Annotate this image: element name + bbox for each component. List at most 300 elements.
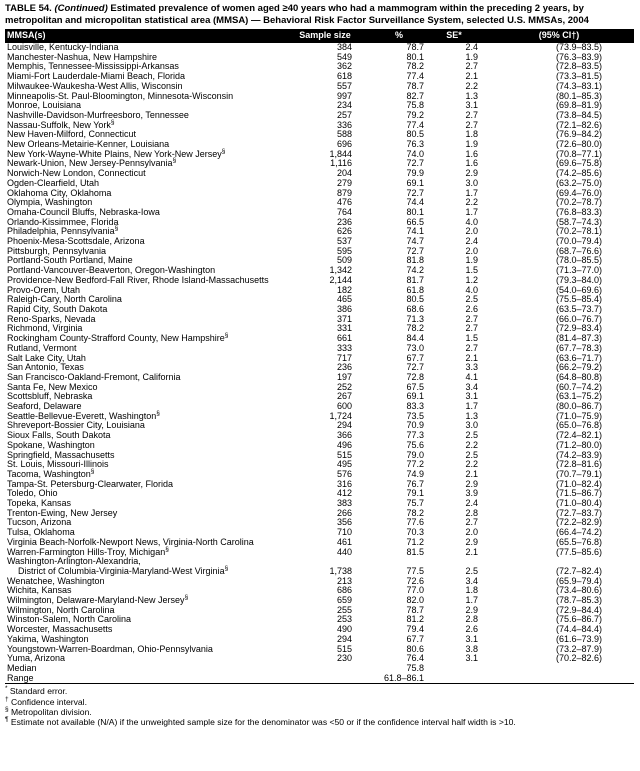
percent-cell: 84.4 <box>406 333 424 344</box>
percent-cell: 77.4 <box>406 119 424 130</box>
table-row <box>5 625 634 635</box>
ci-cell: (64.8–80.8) <box>555 371 602 382</box>
mmsa-name-cell: Monroe, Louisiana <box>7 100 82 111</box>
ci-cell: (72.4–82.1) <box>555 430 602 441</box>
sample-size-cell: 371 <box>336 313 352 324</box>
mmsa-name-cell: Reno-Sparks, Nevada <box>7 313 96 324</box>
sample-size-cell: 465 <box>336 294 352 305</box>
ci-cell: (73.9–83.5) <box>555 42 602 52</box>
mmsa-name-cell: Yuma, Arizona <box>7 653 66 664</box>
table-row <box>5 189 634 199</box>
section-symbol: § <box>110 118 115 126</box>
ci-cell: (60.7–74.2) <box>555 381 602 392</box>
percent-cell: 77.2 <box>406 459 424 470</box>
sample-size-cell: 236 <box>336 216 352 227</box>
percent-cell: 67.5 <box>406 381 424 392</box>
percent-cell: 81.2 <box>406 614 424 625</box>
table-title <box>5 3 634 26</box>
percent-cell: 77.6 <box>406 517 424 528</box>
mmsa-name-cell: Winston-Salem, North Carolina <box>7 614 132 625</box>
footnote-text: Metropolitan division. <box>11 706 92 717</box>
sample-size-cell: 879 <box>336 187 352 198</box>
se-cell: 2.4 <box>465 236 478 247</box>
section-symbol: § <box>156 409 160 417</box>
table-row <box>5 334 634 344</box>
mmsa-name-cell: Ogden-Clearfield, Utah <box>7 177 100 188</box>
ci-cell: (72.6–80.0) <box>555 139 602 150</box>
sample-size-cell: 696 <box>336 139 352 150</box>
percent-cell: 69.1 <box>406 177 424 188</box>
ci-cell: (65.5–76.8) <box>555 536 602 547</box>
percent-cell: 73.0 <box>406 342 424 353</box>
ci-cell <box>484 664 634 674</box>
sample-size-cell: 230 <box>336 653 352 664</box>
se-cell: 3.1 <box>465 100 478 111</box>
footnote-text: Estimate not available (N/A) if the unweighted sample size for the denominator was <50 or if the confidence interval half width is >10. <box>10 717 516 728</box>
table-title-text: Estimated prevalence of women aged ≥40 years who had a mammogram within the preceding 2 years, by metropolitan and micropolitan statistical area (MMSA) — Behavioral Risk Factor Surveillance System, selected U.S. MMSAs, 2004 <box>5 3 589 26</box>
ci-cell: (72.7–83.7) <box>555 507 602 518</box>
percent-cell: 77.4 <box>406 71 424 82</box>
percent-cell: 72.7 <box>406 245 424 256</box>
sample-size-cell: 537 <box>336 236 352 247</box>
mmsa-name-cell: Portland-Vancouver-Beaverton, Oregon-Washington <box>7 265 216 276</box>
ci-cell: (66.0–76.7) <box>555 313 602 324</box>
section-symbol: § <box>221 147 226 155</box>
mmsa-name-cell: San Antonio, Texas <box>7 362 84 373</box>
sample-size-cell: 557 <box>336 80 352 91</box>
se-cell: 2.5 <box>465 430 478 441</box>
sample-size-cell: 600 <box>336 401 352 412</box>
percent-cell: 74.4 <box>406 197 424 208</box>
column-header-sample-size: Sample size <box>276 29 374 43</box>
footnote-standard-error <box>5 686 634 696</box>
se-cell: 2.0 <box>465 245 478 256</box>
percent-cell: 61.8–86.1 <box>383 672 424 683</box>
se-cell: 1.5 <box>465 333 478 344</box>
percent-cell: 72.6 <box>406 575 424 586</box>
se-cell: 2.0 <box>465 226 478 237</box>
se-cell: 1.3 <box>465 410 478 421</box>
se-cell: 2.5 <box>465 565 478 576</box>
ci-cell: (72.9–84.4) <box>555 604 602 615</box>
mmsa-name-cell: Washington-Arlington-Alexandria, District of Columbia-Virginia-Maryland-West Virginia§ <box>7 556 229 576</box>
ci-cell <box>484 674 634 684</box>
table-row <box>5 674 634 684</box>
ci-cell: (58.7–74.3) <box>555 216 602 227</box>
table-row <box>5 460 634 470</box>
ci-cell: (72.8–81.6) <box>555 459 602 470</box>
mmsa-name-cell: Louisville, Kentucky-Indiana <box>7 42 119 52</box>
table-row <box>5 315 634 325</box>
ci-cell: (74.4–84.4) <box>555 624 602 635</box>
percent-cell: 61.8 <box>406 284 424 295</box>
percent-cell: 78.7 <box>406 42 424 52</box>
se-cell: 3.4 <box>465 575 478 586</box>
mmsa-name-cell: Manchester-Nashua, New Hampshire <box>7 51 158 62</box>
sample-size-cell: 267 <box>336 391 352 402</box>
mmsa-name-cell: Median <box>7 663 37 673</box>
mmsa-name-cell: Range <box>7 672 34 683</box>
se-cell: 2.6 <box>465 303 478 314</box>
mmsa-name-cell: Shreveport-Bossier City, Louisiana <box>7 420 145 431</box>
se-cell: 2.9 <box>465 168 478 179</box>
mmsa-name-cell: Wilmington, Delaware-Maryland-New Jersey§ <box>7 594 189 606</box>
ci-cell: (77.5–85.6) <box>555 546 602 557</box>
table-body <box>5 43 634 684</box>
sample-size-cell: 386 <box>336 303 352 314</box>
ci-cell: (71.0–75.9) <box>555 410 602 421</box>
ci-cell: (68.7–76.6) <box>555 245 602 256</box>
percent-cell: 76.3 <box>406 139 424 150</box>
se-cell: 1.8 <box>465 585 478 596</box>
table-number: TABLE 54. <box>5 3 52 14</box>
ci-cell: (76.3–83.9) <box>555 51 602 62</box>
se-cell: 2.7 <box>465 119 478 130</box>
mmsa-name-cell: Salt Lake City, Utah <box>7 352 86 363</box>
ci-cell: (73.4–80.6) <box>555 585 602 596</box>
mmsa-name-cell: New Orleans-Metairie-Kenner, Louisiana <box>7 139 170 150</box>
mmsa-name-cell: Providence-New Bedford-Fall River, Rhode Island-Massachusetts <box>7 274 269 285</box>
percent-cell: 79.9 <box>406 168 424 179</box>
se-cell: 1.7 <box>465 595 478 606</box>
ci-cell: (71.0–82.4) <box>555 478 602 489</box>
section-symbol: § <box>114 225 119 233</box>
ci-cell: (73.2–87.9) <box>555 643 602 654</box>
ci-cell: (69.4–76.0) <box>555 187 602 198</box>
table-continued: (Continued) <box>54 3 108 14</box>
table-row <box>5 557 634 576</box>
section-symbol: § <box>224 564 229 572</box>
se-cell: 1.9 <box>465 255 478 266</box>
sample-size-cell: 255 <box>336 604 352 615</box>
dagger-symbol: † <box>5 695 9 703</box>
sample-size-cell: 356 <box>336 517 352 528</box>
sample-size-cell: 336 <box>336 119 352 130</box>
se-cell: 2.7 <box>465 517 478 528</box>
mmsa-name-cell: Topeka, Kansas <box>7 498 72 509</box>
percent-cell: 77.0 <box>406 585 424 596</box>
table-row <box>5 305 634 315</box>
percent-cell: 79.4 <box>406 624 424 635</box>
mmsa-name-cell: Scottsbluff, Nebraska <box>7 391 93 402</box>
se-cell: 3.9 <box>465 488 478 499</box>
se-cell: 2.5 <box>465 294 478 305</box>
table-row <box>5 383 634 393</box>
mmsa-name-line2: District of Columbia-Virginia-Maryland-West Virginia <box>18 565 225 576</box>
sample-size-cell: 182 <box>336 284 352 295</box>
table-row <box>5 169 634 179</box>
percent-cell: 78.2 <box>406 61 424 72</box>
sample-size-cell: 257 <box>336 109 352 120</box>
sample-size-cell: 1,724 <box>329 410 352 421</box>
sample-size-cell: 333 <box>336 342 352 353</box>
ci-cell: (74.2–85.6) <box>555 168 602 179</box>
se-cell: 1.9 <box>465 139 478 150</box>
ci-cell: (75.6–86.7) <box>555 614 602 625</box>
sample-size-cell: 253 <box>336 614 352 625</box>
footnote-confidence-interval <box>5 697 634 707</box>
se-cell: 2.4 <box>465 498 478 509</box>
sample-size-cell: 515 <box>336 449 352 460</box>
se-cell: 2.8 <box>465 614 478 625</box>
sample-size-cell: 461 <box>336 536 352 547</box>
mmsa-name-cell: Youngstown-Warren-Boardman, Ohio-Pennsylvania <box>7 643 213 654</box>
se-cell: 3.0 <box>465 177 478 188</box>
ci-cell: (72.1–82.6) <box>555 119 602 130</box>
se-cell: 1.7 <box>465 187 478 198</box>
pilcrow-symbol: ¶ <box>5 716 9 724</box>
sample-size-cell: 717 <box>336 352 352 363</box>
table-row <box>5 373 634 383</box>
section-symbol: § <box>165 545 169 553</box>
se-cell <box>424 674 484 684</box>
ci-cell: (70.2–82.6) <box>555 653 602 664</box>
sample-size-cell <box>276 674 374 684</box>
ci-cell: (69.6–75.8) <box>555 158 602 169</box>
percent-cell: 79.0 <box>406 449 424 460</box>
se-cell: 1.5 <box>465 265 478 276</box>
percent-cell: 66.5 <box>406 216 424 227</box>
se-cell: 2.7 <box>465 313 478 324</box>
mmsa-name-cell: Omaha-Council Bluffs, Nebraska-Iowa <box>7 206 160 217</box>
mmsa-name-cell: Seattle-Bellevue-Everett, Washington§ <box>7 409 160 421</box>
percent-cell: 80.1 <box>406 51 424 62</box>
ci-cell: (63.2–75.0) <box>555 177 602 188</box>
ci-cell: (75.5–85.4) <box>555 294 602 305</box>
se-cell: 1.6 <box>465 158 478 169</box>
ci-cell: (71.0–80.4) <box>555 498 602 509</box>
table-row <box>5 509 634 519</box>
ci-cell: (80.1–85.3) <box>555 90 602 101</box>
se-cell: 3.1 <box>465 653 478 664</box>
ci-cell: (76.9–84.2) <box>555 129 602 140</box>
mmsa-name-cell: Rockingham County-Strafford County, New Hampshire§ <box>7 332 229 344</box>
sample-size-cell: 1,342 <box>329 265 352 276</box>
footnote-text: Confidence interval. <box>11 696 87 707</box>
sample-size-cell: 294 <box>336 420 352 431</box>
sample-size-cell: 331 <box>336 323 352 334</box>
asterisk-symbol: * <box>5 685 8 693</box>
ci-cell: (76.8–83.3) <box>555 206 602 217</box>
mmsa-name-cell: Rutland, Vermont <box>7 342 77 353</box>
sample-size-cell: 412 <box>336 488 352 499</box>
ci-cell: (54.0–69.6) <box>555 284 602 295</box>
ci-cell: (69.8–81.9) <box>555 100 602 111</box>
se-cell: 1.7 <box>465 401 478 412</box>
table-row <box>5 344 634 354</box>
table-row <box>5 664 634 674</box>
mmsa-name-cell: Philadelphia, Pennsylvania§ <box>7 225 119 237</box>
sample-size-cell: 1,116 <box>330 158 352 169</box>
se-cell: 2.0 <box>465 527 478 538</box>
se-cell: 2.7 <box>465 61 478 72</box>
sample-size-cell: 764 <box>336 206 352 217</box>
se-cell: 2.4 <box>465 42 478 52</box>
se-cell: 1.8 <box>465 129 478 140</box>
mmsa-name-cell: Raleigh-Cary, North Carolina <box>7 294 122 305</box>
se-cell: 2.7 <box>465 109 478 120</box>
sample-size-cell: 495 <box>336 459 352 470</box>
sample-size-cell: 197 <box>336 371 352 382</box>
section-symbol: § <box>184 594 189 602</box>
sample-size-cell: 234 <box>336 100 352 111</box>
sample-size-cell: 509 <box>336 255 352 266</box>
percent-cell: 81.7 <box>406 274 424 285</box>
ci-cell: (72.9–83.4) <box>555 323 602 334</box>
se-cell: 2.1 <box>465 352 478 363</box>
sample-size-cell: 490 <box>336 624 352 635</box>
percent-cell: 81.8 <box>406 255 424 266</box>
percent-cell: 75.7 <box>406 498 424 509</box>
se-cell: 1.7 <box>465 206 478 217</box>
se-cell: 4.1 <box>465 371 478 382</box>
se-cell: 1.6 <box>465 148 478 159</box>
sample-size-cell: 213 <box>336 575 352 586</box>
sample-size-cell: 710 <box>336 527 352 538</box>
sample-size-cell: 383 <box>336 498 352 509</box>
sample-size-cell: 294 <box>336 633 352 644</box>
ci-cell: (70.2–78.1) <box>555 226 602 237</box>
column-header-percent: % <box>374 29 424 43</box>
sample-size-cell: 1,738 <box>329 565 352 576</box>
percent-cell: 80.5 <box>406 129 424 140</box>
percent-cell: 72.7 <box>406 158 424 169</box>
percent-cell: 80.6 <box>406 643 424 654</box>
percent-cell: 80.5 <box>406 294 424 305</box>
mmsa-name-cell: Tulsa, Oklahoma <box>7 527 75 538</box>
sample-size-cell: 2,144 <box>329 274 352 285</box>
sample-size-cell: 476 <box>336 197 352 208</box>
se-cell: 2.8 <box>465 507 478 518</box>
percent-cell: 75.6 <box>406 439 424 450</box>
mmsa-name-cell: Springfield, Massachusetts <box>7 449 115 460</box>
ci-cell: (67.7–78.3) <box>555 342 602 353</box>
mmsa-name-cell: New York-Wayne-White Plains, New York-New Jersey§ <box>7 147 226 159</box>
percent-cell: 70.3 <box>406 527 424 538</box>
table-row <box>5 276 634 286</box>
mmsa-name-cell: Tucson, Arizona <box>7 517 72 528</box>
section-symbol: § <box>5 705 9 713</box>
mmsa-name-cell: Santa Fe, New Mexico <box>7 381 98 392</box>
se-cell: 3.3 <box>465 362 478 373</box>
table-row <box>5 431 634 441</box>
percent-cell: 78.2 <box>406 507 424 518</box>
sample-size-cell: 236 <box>336 362 352 373</box>
mmsa-name-cell: Richmond, Virginia <box>7 323 83 334</box>
mmsa-name-cell: Sioux Falls, South Dakota <box>7 430 111 441</box>
se-cell: 2.2 <box>465 439 478 450</box>
sample-size-cell: 204 <box>336 168 352 179</box>
se-cell: 2.5 <box>465 449 478 460</box>
sample-size-cell: 362 <box>336 61 352 72</box>
percent-cell: 72.8 <box>406 371 424 382</box>
mmsa-name-cell: Spokane, Washington <box>7 439 95 450</box>
mmsa-name-cell: Yakima, Washington <box>7 633 89 644</box>
table-row <box>5 577 634 587</box>
mmsa-name-cell: Portland-South Portland, Maine <box>7 255 133 266</box>
ci-cell: (63.5–73.7) <box>555 303 602 314</box>
sample-size-cell: 661 <box>336 333 352 344</box>
percent-cell: 69.1 <box>406 391 424 402</box>
sample-size-cell: 618 <box>336 71 352 82</box>
ci-cell: (72.2–82.9) <box>555 517 602 528</box>
sample-size-cell: 515 <box>336 643 352 654</box>
sample-size-cell: 252 <box>336 381 352 392</box>
mmsa-name-cell: Nashville-Davidson-Murfreesboro, Tennessee <box>7 109 189 120</box>
percent-cell: 71.3 <box>406 313 424 324</box>
sample-size-cell: 659 <box>336 595 352 606</box>
mmsa-name-cell: St. Louis, Missouri-Illinois <box>7 459 109 470</box>
percent-cell: 82.7 <box>406 90 424 101</box>
ci-cell: (79.3–84.0) <box>555 274 602 285</box>
se-cell: 2.7 <box>465 323 478 334</box>
table-row <box>5 354 634 364</box>
se-cell: 3.1 <box>465 633 478 644</box>
ci-cell: (70.8–77.1) <box>555 148 602 159</box>
se-cell: 3.8 <box>465 643 478 654</box>
mmsa-name-cell: Miami-Fort Lauderdale-Miami Beach, Florida <box>7 71 186 82</box>
mmsa-name-cell: Minneapolis-St. Paul-Bloomington, Minnesota-Wisconsin <box>7 90 234 101</box>
table-row <box>5 654 634 664</box>
mmsa-name-cell: Rapid City, South Dakota <box>7 303 108 314</box>
ci-cell: (71.5–86.7) <box>555 488 602 499</box>
table-row <box>5 645 634 655</box>
percent-cell: 74.1 <box>406 226 424 237</box>
footnotes <box>5 686 634 727</box>
se-cell: 1.3 <box>465 90 478 101</box>
se-cell: 1.9 <box>465 51 478 62</box>
sample-size-cell: 997 <box>336 90 352 101</box>
percent-cell: 67.7 <box>406 352 424 363</box>
ci-cell: (63.6–71.7) <box>555 352 602 363</box>
table-row <box>5 518 634 528</box>
percent-cell: 78.7 <box>406 604 424 615</box>
mmsa-name-cell: Norwich-New London, Connecticut <box>7 168 146 179</box>
sample-size-cell: 626 <box>336 226 352 237</box>
table-row <box>5 489 634 499</box>
percent-cell: 77.3 <box>406 430 424 441</box>
section-symbol: § <box>90 467 95 475</box>
mmsa-name-cell: Tacoma, Washington§ <box>7 467 95 479</box>
ci-cell: (81.4–87.3) <box>555 333 602 344</box>
se-cell: 1.2 <box>465 274 478 285</box>
mmsa-name-cell: San Francisco-Oakland-Fremont, California <box>7 371 181 382</box>
mmsa-name-cell: Oklahoma City, Oklahoma <box>7 187 112 198</box>
ci-cell: (70.0–79.4) <box>555 236 602 247</box>
sample-size-cell: 595 <box>336 245 352 256</box>
ci-cell: (66.2–79.2) <box>555 362 602 373</box>
mmsa-name-cell: Seaford, Delaware <box>7 401 82 412</box>
ci-cell: (65.9–79.4) <box>555 575 602 586</box>
percent-cell: 74.0 <box>406 148 424 159</box>
footnote-estimate-not-available <box>5 717 634 727</box>
percent-cell: 72.7 <box>406 362 424 373</box>
mmsa-name-cell: Tampa-St. Petersburg-Clearwater, Florida <box>7 478 174 489</box>
percent-cell: 83.3 <box>406 401 424 412</box>
ci-cell: (73.8–84.5) <box>555 109 602 120</box>
ci-cell: (66.4–74.2) <box>555 527 602 538</box>
sample-size-cell: 266 <box>336 507 352 518</box>
se-cell <box>424 664 484 674</box>
ci-cell: (78.0–85.5) <box>555 255 602 266</box>
sample-size-cell: 496 <box>336 439 352 450</box>
table-row <box>5 392 634 402</box>
table-row <box>5 92 634 102</box>
se-cell: 2.1 <box>465 468 478 479</box>
sample-size-cell: 316 <box>336 478 352 489</box>
mmsa-name-cell: Milwaukee-Waukesha-West Allis, Wisconsin <box>7 80 183 91</box>
percent-cell: 76.7 <box>406 478 424 489</box>
